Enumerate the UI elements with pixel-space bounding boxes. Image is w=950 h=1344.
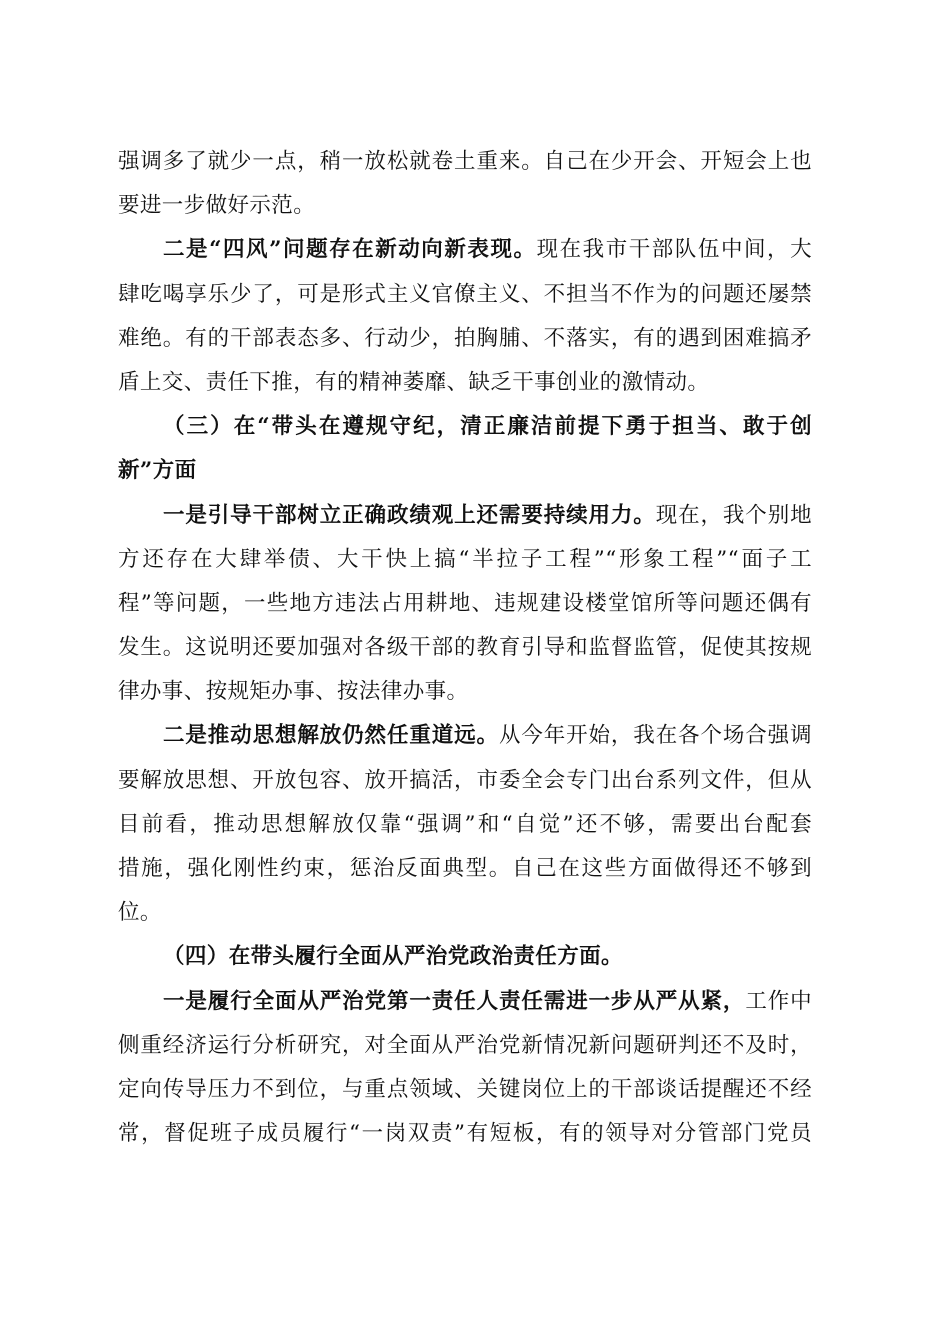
line-text: 工作中 <box>745 988 813 1014</box>
paragraph-lead-bold: 二是推动思想解放仍然任重道远。 <box>163 723 499 749</box>
paragraph-lead-bold: 二是“四风”问题存在新动向新表现。 <box>163 237 537 263</box>
paragraph-line <box>118 538 812 582</box>
section-heading-line <box>118 405 812 449</box>
line-text: （三）在“带头在遵规守纪，清正廉洁前提下勇于担当、敢于创 <box>163 414 812 440</box>
paragraph-line <box>118 273 812 317</box>
paragraph-line <box>118 626 812 670</box>
paragraph-lead-bold: 一是引导干部树立正确政绩观上还需要持续用力。 <box>163 502 656 528</box>
line-text: 程”等问题，一些地方违法占用耕地、违规建设楼堂馆所等问题还偶有 <box>118 590 812 616</box>
line-text: 从今年开始，我在各个场合强调 <box>498 723 812 749</box>
paragraph-line <box>118 494 812 538</box>
line-text: 目前看，推动思想解放仅靠“强调”和“自觉”还不够，需要出台配套 <box>118 811 812 837</box>
paragraph-line <box>118 759 812 803</box>
document-page <box>118 140 812 1156</box>
line-text: 盾上交、责任下推，有的精神萎靡、缺乏干事创业的激情动。 <box>118 369 710 395</box>
paragraph-line <box>118 317 812 361</box>
line-text: 常，督促班子成员履行“一岗双责”有短板，有的领导对分管部门党员 <box>118 1121 812 1147</box>
paragraph-line <box>118 1112 812 1156</box>
line-text: 侧重经济运行分析研究，对全面从严治党新情况新问题研判还不及时， <box>118 1032 812 1058</box>
line-text: 发生。这说明还要加强对各级干部的教育引导和监督监管，促使其按规 <box>118 635 812 661</box>
paragraph-line <box>118 803 812 847</box>
paragraph-line <box>118 847 812 891</box>
line-text: 新”方面 <box>118 458 197 484</box>
line-text: 要进一步做好示范。 <box>118 193 316 219</box>
paragraph-line <box>118 582 812 626</box>
section-heading-line <box>118 449 812 493</box>
line-text: 要解放思想、开放包容、放开搞活，市委全会专门出台系列文件，但从 <box>118 767 812 793</box>
line-text: 强调多了就少一点，稍一放松就卷土重来。自己在少开会、开短会上也 <box>118 149 812 174</box>
paragraph-line <box>118 228 812 272</box>
line-text: 现在，我个别地 <box>655 502 812 528</box>
line-text: 位。 <box>118 900 162 926</box>
line-text: 现在我市干部队伍中间，大 <box>536 237 812 263</box>
paragraph-lead-bold: 一是履行全面从严治党第一责任人责任需进一步从严从紧， <box>163 988 746 1014</box>
line-text: 难绝。有的干部表态多、行动少，拍胸脯、不落实，有的遇到困难搞矛 <box>118 325 812 351</box>
paragraph-line <box>118 980 812 1024</box>
paragraph-line <box>118 140 812 184</box>
line-text: 定向传导压力不到位，与重点领域、关键岗位上的干部谈话提醒还不经 <box>118 1076 812 1102</box>
line-text: 方还存在大肆举债、大干快上搞“半拉子工程”“形象工程”“面子工 <box>118 546 812 572</box>
line-text: （四）在带头履行全面从严治党政治责任方面。 <box>163 944 623 970</box>
line-text: 律办事、按规矩办事、按法律办事。 <box>118 679 469 705</box>
paragraph-line <box>118 1024 812 1068</box>
paragraph-line <box>118 184 812 228</box>
paragraph-line <box>118 891 812 935</box>
paragraph-line <box>118 1068 812 1112</box>
paragraph-line <box>118 670 812 714</box>
line-text: 措施，强化刚性约束，惩治反面典型。自己在这些方面做得还不够到 <box>118 856 812 881</box>
section-heading-line <box>118 935 812 979</box>
paragraph-line <box>118 361 812 405</box>
line-text: 肆吃喝享乐少了，可是形式主义官僚主义、不担当不作为的问题还屡禁 <box>118 281 812 307</box>
paragraph-line <box>118 714 812 758</box>
